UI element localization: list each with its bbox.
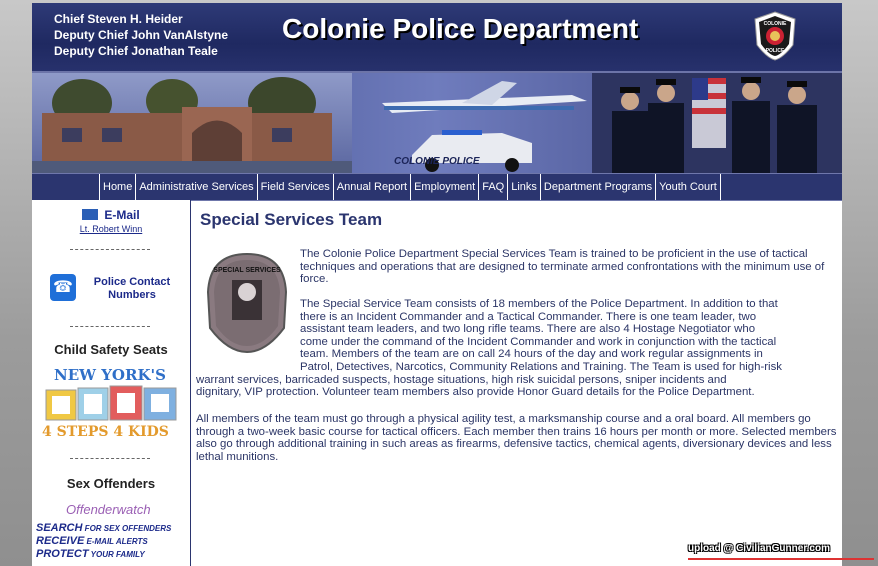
nav-home[interactable]: Home — [99, 174, 135, 200]
divider — [70, 249, 150, 250]
offenderwatch-line-big: RECEIVE — [36, 535, 85, 547]
sex-offenders-heading: Sex Offenders — [66, 476, 156, 491]
offenderwatch-line-small: E-MAIL ALERTS — [84, 537, 148, 546]
deputy-chief-name: Deputy Chief John VanAlstyne — [54, 28, 229, 42]
watermark-underline — [688, 558, 874, 560]
email-contact-link[interactable]: Lt. Robert Winn — [79, 224, 143, 234]
site-header — [32, 3, 842, 71]
police-badge-logo — [753, 11, 797, 61]
ny-logo-top-text: NEW YORK'S — [54, 366, 166, 384]
offenderwatch-link[interactable] — [36, 500, 190, 566]
email-link-block[interactable] — [32, 208, 190, 234]
paragraph-line: Patrol, Detectives, Narcotics, Community Relations and Training. The Team is used for high-risk — [300, 361, 782, 373]
page-heading: Special Services Team — [200, 210, 383, 229]
four-steps-four-kids-link[interactable] — [42, 366, 182, 440]
email-label: E-Mail — [104, 208, 140, 222]
paragraph-line: team. Members of the team are on call 24 hours of the day and work regular assignments in — [300, 348, 763, 361]
paragraph-line: assistant team leaders, and two long rifle teams. There are also 4 Hostage Negotiator who — [300, 323, 756, 336]
email-link[interactable] — [32, 208, 190, 222]
phone-icon: ☎ — [50, 274, 76, 301]
child-safety-seats-heading: Child Safety Seats — [54, 342, 168, 357]
car-seat-blocks-image — [44, 384, 180, 424]
main-navigation — [32, 173, 842, 201]
contact-numbers-label: Police Contact Numbers — [93, 276, 171, 301]
patch-text: SPECIAL SERVICES — [213, 267, 281, 274]
divider — [70, 326, 150, 327]
nav-youth-court[interactable]: Youth Court — [655, 174, 721, 200]
offenderwatch-line-small: FOR SEX OFFENDERS — [82, 524, 172, 533]
offenderwatch-line — [36, 522, 171, 534]
offenderwatch-logo: Offenderwatch — [66, 502, 151, 517]
nav-administrative-services[interactable]: Administrative Services — [135, 174, 256, 200]
offenderwatch-line — [36, 548, 145, 560]
ny-logo-bottom-text: 4 STEPS 4 KIDS — [42, 424, 169, 440]
paragraph-line: The Special Service Team consists of 18 members of the Police Department. In addition to that — [300, 298, 778, 310]
nav-employment[interactable]: Employment — [410, 174, 478, 200]
paragraph: All members of the team must go through a physical agility test, a marksmanship course and a oral board. All members go through a two-week basic course for tactical officers. Each member then trains 16 hours per month or more. Selected members also go through additional training in such areas as firearms, defensive tactics, chemical agents, diversionary devices and less lethal munitions. — [196, 413, 837, 463]
nav-links[interactable]: Links — [507, 174, 540, 200]
deputy-chief-name: Deputy Chief Jonathan Teale — [54, 44, 218, 58]
divider — [70, 458, 150, 459]
police-contact-numbers-link[interactable] — [50, 274, 190, 304]
offenderwatch-line-big: SEARCH — [36, 522, 83, 534]
nav-field-services[interactable]: Field Services — [257, 174, 333, 200]
badge-text: POLICE — [765, 48, 785, 54]
paragraph-line: warrant services, barricaded suspects, hostage situations, high risk suicidal persons, sniper incidents and — [196, 373, 727, 386]
badge-text: COLONIE — [763, 21, 787, 27]
nav-annual-report[interactable]: Annual Report — [333, 174, 410, 200]
paragraph-line: there is an Incident Commander and a Tactical Commander. There is one team leader, two — [300, 310, 757, 323]
offenderwatch-line-big: PROTECT — [36, 548, 89, 560]
nav-faq[interactable]: FAQ — [478, 174, 507, 200]
offenderwatch-line — [36, 535, 148, 547]
paragraph-line: dignitary, VIP protection. Volunteer team members also provide Honor Guard details for the Police Department. — [196, 386, 755, 399]
envelope-icon — [82, 209, 98, 220]
chief-name: Chief Steven H. Heider — [54, 12, 183, 26]
special-services-patch-image — [206, 252, 288, 354]
paragraph-line: come under the command of the Incident Commander and work in conjunction with the tactical — [300, 335, 777, 348]
page-title-banner: Colonie Police Department — [282, 13, 639, 44]
chief-list — [54, 11, 228, 59]
upload-watermark: upload @ CivilianGunner.com — [688, 543, 830, 554]
banner-photo-collage — [32, 71, 842, 173]
paragraph: The Colonie Police Department Special Services Team is trained to be proficient in the use of tactical techniques and operations that are designed to terminate armed confrontations with the minimum use of force. — [300, 248, 825, 286]
nav-department-programs[interactable]: Department Programs — [540, 174, 655, 200]
offenderwatch-line-small: YOUR FAMILY — [88, 550, 145, 559]
site-container — [32, 3, 842, 566]
sidebar — [32, 200, 191, 566]
car-door-text: COLONIE POLICE — [394, 156, 480, 167]
